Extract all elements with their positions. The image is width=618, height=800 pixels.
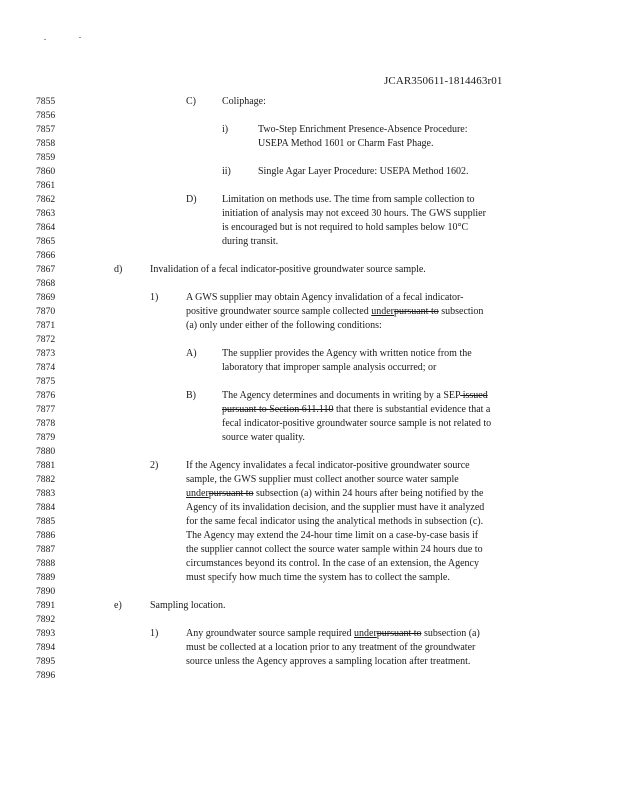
line-number: 7893 bbox=[36, 628, 56, 639]
item-marker: B) bbox=[186, 390, 196, 401]
line-number: 7886 bbox=[36, 530, 56, 541]
line-number: 7875 bbox=[36, 376, 56, 387]
inserted-text: under bbox=[354, 628, 377, 639]
line-number: 7858 bbox=[36, 138, 56, 149]
body-text-line bbox=[222, 403, 490, 417]
line-number: 7861 bbox=[36, 180, 56, 191]
text-run: subsection (a) within 24 hours after being notified by the bbox=[253, 488, 484, 499]
line-number: 7879 bbox=[36, 432, 56, 443]
body-text-line: must be collected at a location prior to any treatment of the groundwater bbox=[186, 642, 476, 653]
body-text-line bbox=[186, 305, 483, 319]
body-text-line: The Agency may extend the 24-hour time limit on a case-by-case basis if bbox=[186, 530, 479, 541]
body-text-line: is encouraged but is not required to hold samples below 10°C bbox=[222, 222, 469, 233]
line-number: 7890 bbox=[36, 586, 56, 597]
line-number: 7859 bbox=[36, 152, 56, 163]
inserted-text: under bbox=[371, 306, 394, 317]
body-text-line: for the same fecal indicator using the analytical methods in subsection (c). bbox=[186, 516, 484, 527]
line-number: 7860 bbox=[36, 166, 56, 177]
item-marker: i) bbox=[222, 124, 229, 135]
body-text-line: fecal indicator-positive groundwater source sample is not related to bbox=[222, 418, 492, 429]
line-number: 7894 bbox=[36, 642, 56, 653]
line-number: 7892 bbox=[36, 614, 56, 625]
deleted-text: pursuant to bbox=[208, 488, 254, 499]
item-marker: 1) bbox=[150, 628, 159, 639]
item-marker: e) bbox=[114, 600, 122, 611]
line-number: 7876 bbox=[36, 390, 56, 401]
line-number: 7868 bbox=[36, 278, 56, 289]
line-number: 7855 bbox=[36, 96, 56, 107]
section-heading: Coliphage: bbox=[222, 96, 266, 107]
line-number: 7884 bbox=[36, 502, 56, 513]
text-run: subsection bbox=[438, 306, 484, 317]
body-text-line: Agency of its invalidation decision, and the supplier must have it analyzed bbox=[186, 502, 485, 513]
line-number: 7872 bbox=[36, 334, 56, 345]
text-run: subsection (a) bbox=[421, 628, 480, 639]
body-text-line: during transit. bbox=[222, 236, 279, 247]
body-text-line bbox=[222, 389, 488, 403]
body-text-line: must specify how much time the system has to collect the sample. bbox=[186, 572, 450, 583]
line-number: 7888 bbox=[36, 558, 56, 569]
body-text-line: (a) only under either of the following conditions: bbox=[186, 320, 382, 331]
body-text-line: Limitation on methods use. The time from sample collection to bbox=[222, 194, 475, 205]
body-text-line: USEPA Method 1601 or Charm Fast Phage. bbox=[258, 138, 434, 149]
text-run: Any groundwater source sample required bbox=[186, 628, 354, 639]
text-run: positive groundwater source sample collected bbox=[186, 306, 372, 317]
line-number: 7896 bbox=[36, 670, 56, 681]
line-number: 7878 bbox=[36, 418, 56, 429]
item-marker: 1) bbox=[150, 292, 159, 303]
body-text-line: Two-Step Enrichment Presence-Absence Procedure: bbox=[258, 124, 468, 135]
body-text-line: A GWS supplier may obtain Agency invalidation of a fecal indicator- bbox=[186, 292, 464, 303]
line-number: 7889 bbox=[36, 572, 56, 583]
line-number: 7870 bbox=[36, 306, 56, 317]
line-number: 7864 bbox=[36, 222, 56, 233]
body-text-line bbox=[186, 627, 480, 641]
body-text-line: laboratory that improper sample analysis occurred; or bbox=[222, 362, 437, 373]
body-text-line: source unless the Agency approves a sampling location after treatment. bbox=[186, 656, 471, 667]
line-number: 7880 bbox=[36, 446, 56, 457]
line-number: 7874 bbox=[36, 362, 56, 373]
deleted-text: pursuant to bbox=[376, 628, 422, 639]
line-number: 7856 bbox=[36, 110, 56, 121]
line-number: 7877 bbox=[36, 404, 56, 415]
scan-speck bbox=[79, 37, 81, 38]
item-marker: D) bbox=[186, 194, 197, 205]
line-number: 7887 bbox=[36, 544, 56, 555]
line-number: 7863 bbox=[36, 208, 56, 219]
body-text-line: initiation of analysis may not exceed 30 hours. The GWS supplier bbox=[222, 208, 486, 219]
line-number: 7885 bbox=[36, 516, 56, 527]
item-marker: ii) bbox=[222, 166, 231, 177]
line-number: 7891 bbox=[36, 600, 56, 611]
body-text-line: If the Agency invalidates a fecal indicator-positive groundwater source bbox=[186, 460, 470, 471]
scan-speck bbox=[44, 39, 46, 40]
line-number: 7869 bbox=[36, 292, 56, 303]
line-number: 7873 bbox=[36, 348, 56, 359]
section-heading: Sampling location. bbox=[150, 600, 226, 611]
item-marker: C) bbox=[186, 96, 196, 107]
body-text-line bbox=[186, 487, 483, 501]
body-text-line: Single Agar Layer Procedure: USEPA Method 1602. bbox=[258, 166, 469, 177]
line-number: 7857 bbox=[36, 124, 56, 135]
body-text-line: circumstances beyond its control. In the case of an extension, the Agency bbox=[186, 558, 479, 569]
line-number: 7871 bbox=[36, 320, 56, 331]
item-marker: A) bbox=[186, 348, 197, 359]
item-marker: 2) bbox=[150, 460, 159, 471]
inserted-text: under bbox=[186, 488, 209, 499]
item-marker: d) bbox=[114, 264, 123, 275]
line-number: 7866 bbox=[36, 250, 56, 261]
body-text-line: the supplier cannot collect the source water sample within 24 hours due to bbox=[186, 544, 483, 555]
line-number: 7862 bbox=[36, 194, 56, 205]
body-text-line: source water quality. bbox=[222, 432, 305, 443]
line-number: 7881 bbox=[36, 460, 56, 471]
deleted-text: pursuant to bbox=[394, 306, 439, 317]
body-text-line: sample, the GWS supplier must collect another source water sample bbox=[186, 474, 459, 485]
line-number: 7895 bbox=[36, 656, 56, 667]
body-text-line: The supplier provides the Agency with written notice from the bbox=[222, 348, 472, 359]
text-run: The Agency determines and documents in writing by a SEP bbox=[222, 390, 461, 401]
line-number: 7867 bbox=[36, 264, 56, 275]
deleted-text: issued bbox=[460, 390, 488, 401]
line-number: 7883 bbox=[36, 488, 56, 499]
document-id: JCAR350611-1814463r01 bbox=[384, 75, 503, 87]
section-heading: Invalidation of a fecal indicator-positive groundwater source sample. bbox=[150, 264, 426, 275]
deleted-text: pursuant to Section 611.110 bbox=[222, 404, 334, 415]
line-number: 7882 bbox=[36, 474, 56, 485]
text-run: that there is substantial evidence that a bbox=[333, 404, 491, 415]
line-number: 7865 bbox=[36, 236, 56, 247]
